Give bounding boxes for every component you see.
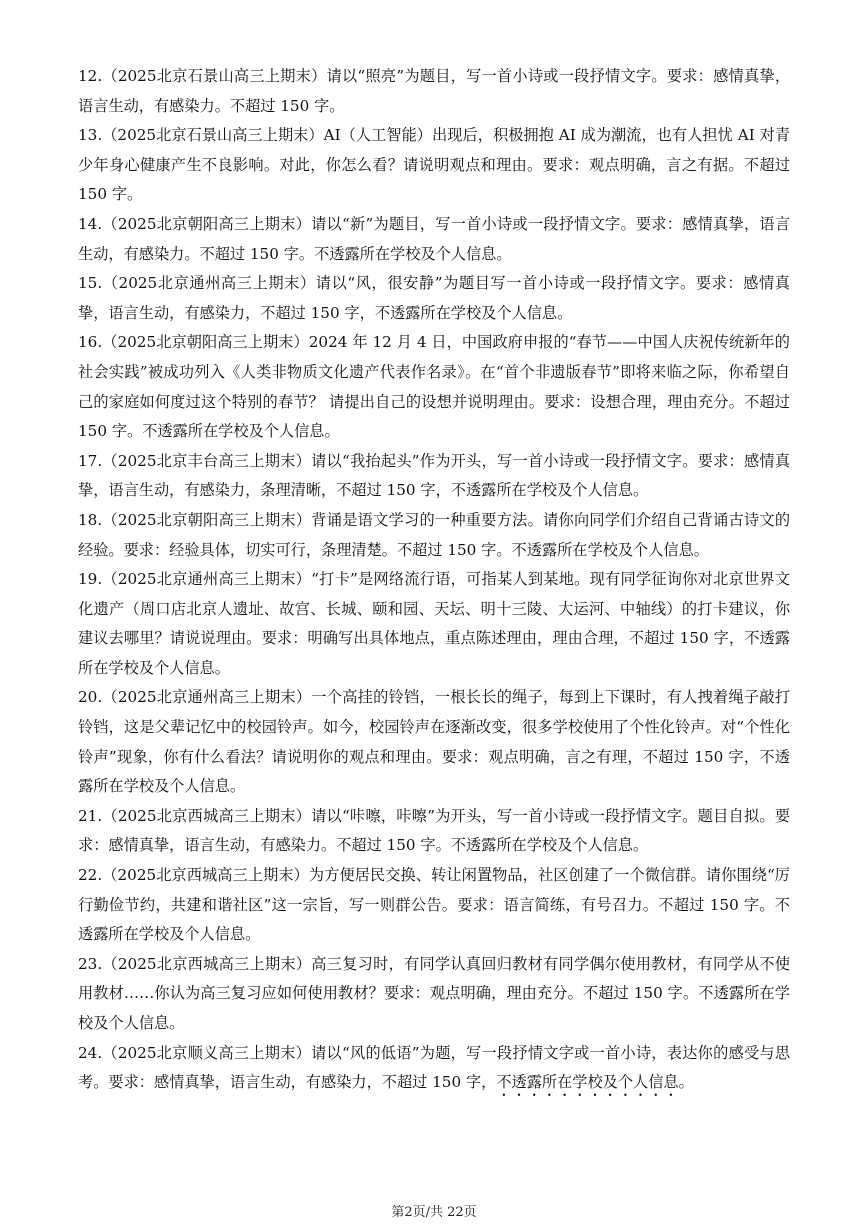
question-number: 20. bbox=[78, 688, 103, 707]
question-number: 19. bbox=[78, 570, 103, 589]
question-source: （2025北京通州高三上期末） bbox=[102, 274, 316, 293]
question-12 bbox=[78, 62, 790, 121]
page-footer: 第2页/共 22页 bbox=[391, 1205, 477, 1220]
question-number: 14. bbox=[78, 214, 103, 233]
question-17 bbox=[78, 447, 790, 506]
question-source: （2025北京通州高三上期末） bbox=[102, 570, 312, 589]
question-19 bbox=[78, 565, 790, 683]
question-text: 请以“咔嚓，咔嚓”为开头，写一首小诗或一段抒情文字。题目自拟。要求：感情真挚，语言生动，有感染力。不超过 150 字。不透露所在学校及个人信息。 bbox=[78, 806, 791, 855]
question-source: （2025北京西城高三上期末） bbox=[102, 866, 309, 885]
question-15 bbox=[78, 269, 790, 328]
question-number: 21. bbox=[78, 806, 103, 825]
question-21 bbox=[78, 802, 790, 861]
question-source: （2025北京朝阳高三上期末） bbox=[102, 510, 312, 529]
question-text: 请以“照亮”为题目，写一首小诗或一段抒情文字。要求：感情真挚，语言生动，有感染力。不超过 150 字。 bbox=[78, 67, 791, 115]
question-text: 为方便居民交换、转让闲置物品，社区创建了一个微信群。请你围绕“厉行勤俭节约，共建和谐社区”这一宗旨，写一则群公告。要求：语言简练，有号召力。不超过 150 字。不透露所在学校及个人信息。 bbox=[78, 866, 790, 944]
question-source: （2025北京丰台高三上期末） bbox=[102, 451, 312, 470]
question-source: （2025北京顺义高三上期末） bbox=[102, 1043, 312, 1062]
question-number: 15. bbox=[78, 274, 103, 293]
question-24 bbox=[78, 1039, 790, 1101]
question-text: 请以“风，很安静”为题目写一首小诗或一段抒情文字。要求：感情真挚，语言生动，有感染力，不超过 150 字，不透露所在学校及个人信息。 bbox=[78, 274, 790, 322]
question-text: 2024 年 12 月 4 日，中国政府申报的“春节——中国人庆祝传统新年的社会实践”被成功列入《人类非物质文化遗产代表作名录》。在“首个非遗版春节”即将来临之际，你希望自己的家庭如何度过这个特别的春节？ 请提出自己的设想并说明理由。要求：设想合理，理由充分。不超过 150 字。不透露所在学校及个人信息。 bbox=[78, 333, 790, 441]
question-source: （2025北京西城高三上期末） bbox=[102, 806, 312, 825]
question-text: 请以“风的低语”为题，写一段抒情文字或一首小诗，表达你的感受与思考。要求：感情真挚，语言生动，有感染力，不超过 150 字， bbox=[78, 1043, 791, 1092]
question-source: （2025北京石景山高三上期末） bbox=[102, 67, 327, 85]
question-23 bbox=[78, 950, 790, 1039]
question-number: 16. bbox=[78, 333, 103, 352]
question-source: （2025北京朝阳高三上期末） bbox=[102, 214, 312, 233]
question-number: 17. bbox=[78, 451, 103, 470]
question-source: （2025北京朝阳高三上期末） bbox=[102, 333, 309, 352]
question-text: 高三复习时，有同学认真回归教材有同学偶尔使用教材，有同学从不使用教材……你认为高三复习应如何使用教材？要求：观点明确，理由充分。不超过 150 字。不透露所在学校及个人信息。 bbox=[78, 954, 791, 1032]
question-number: 22. bbox=[78, 866, 103, 885]
question-source: （2025北京西城高三上期末） bbox=[102, 954, 312, 973]
question-13 bbox=[78, 121, 790, 210]
question-text-tail: 。 bbox=[678, 1073, 694, 1092]
question-number: 12. bbox=[78, 67, 103, 85]
question-14 bbox=[78, 210, 790, 269]
question-text: 请以“新”为题目，写一首小诗或一段抒情文字。要求：感情真挚，语言生动，有感染力。不超过 150 字。不透露所在学校及个人信息。 bbox=[78, 214, 791, 263]
question-text: “打卡”是网络流行语，可指某人到某地。现有同学征询你对北京世界文化遗产（周口店北京人遗址、故宫、长城、颐和园、天坛、明十三陵、大运河、中轴线）的打卡建议，你建议去哪里？请说说理由。要求：明确写出具体地点，重点陈述理由，理由合理，不超过 150 字，不透露所在学校及个人信息。 bbox=[78, 570, 791, 677]
question-text: 背诵是语文学习的一种重要方法。请你向同学们介绍自己背诵古诗文的经验。要求：经验具体，切实可行，条理清楚。不超过 150 字。不透露所在学校及个人信息。 bbox=[78, 510, 791, 559]
question-source: （2025北京石景山高三上期末） bbox=[102, 126, 324, 145]
question-16 bbox=[78, 328, 790, 446]
question-source: （2025北京通州高三上期末） bbox=[102, 688, 312, 707]
question-number: 13. bbox=[78, 126, 103, 145]
question-number: 18. bbox=[78, 510, 103, 529]
question-number: 24. bbox=[78, 1043, 103, 1062]
question-18 bbox=[78, 506, 790, 565]
question-20 bbox=[78, 683, 790, 801]
question-text: 一个高挂的铃铛，一根长长的绳子，每到上下课时，有人拽着绳子敲打铃铛，这是父辈记忆中的校园铃声。如今，校园铃声在逐渐改变，很多学校使用了个性化铃声。对“个性化铃声”现象，你有什么看法？请说明你的观点和理由。要求：观点明确，言之有理，不超过 150 字，不透露所在学校及个人信息。 bbox=[78, 688, 791, 796]
question-22 bbox=[78, 861, 790, 950]
emphasized-text: 不透露所在学校及个人信息 bbox=[496, 1073, 679, 1092]
question-list bbox=[78, 62, 790, 1100]
question-number: 23. bbox=[78, 954, 103, 973]
question-text: 请以“我抬起头”作为开头，写一首小诗或一段抒情文字。要求：感情真挚，语言生动，有感染力，条理清晰，不超过 150 字，不透露所在学校及个人信息。 bbox=[78, 451, 791, 500]
question-text: AI（人工智能）出现后，积极拥抱 AI 成为潮流，也有人担忧 AI 对青少年身心健康产生不良影响。对此，你怎么看？请说明观点和理由。要求：观点明确，言之有据。不超过 150 字。 bbox=[78, 126, 791, 204]
